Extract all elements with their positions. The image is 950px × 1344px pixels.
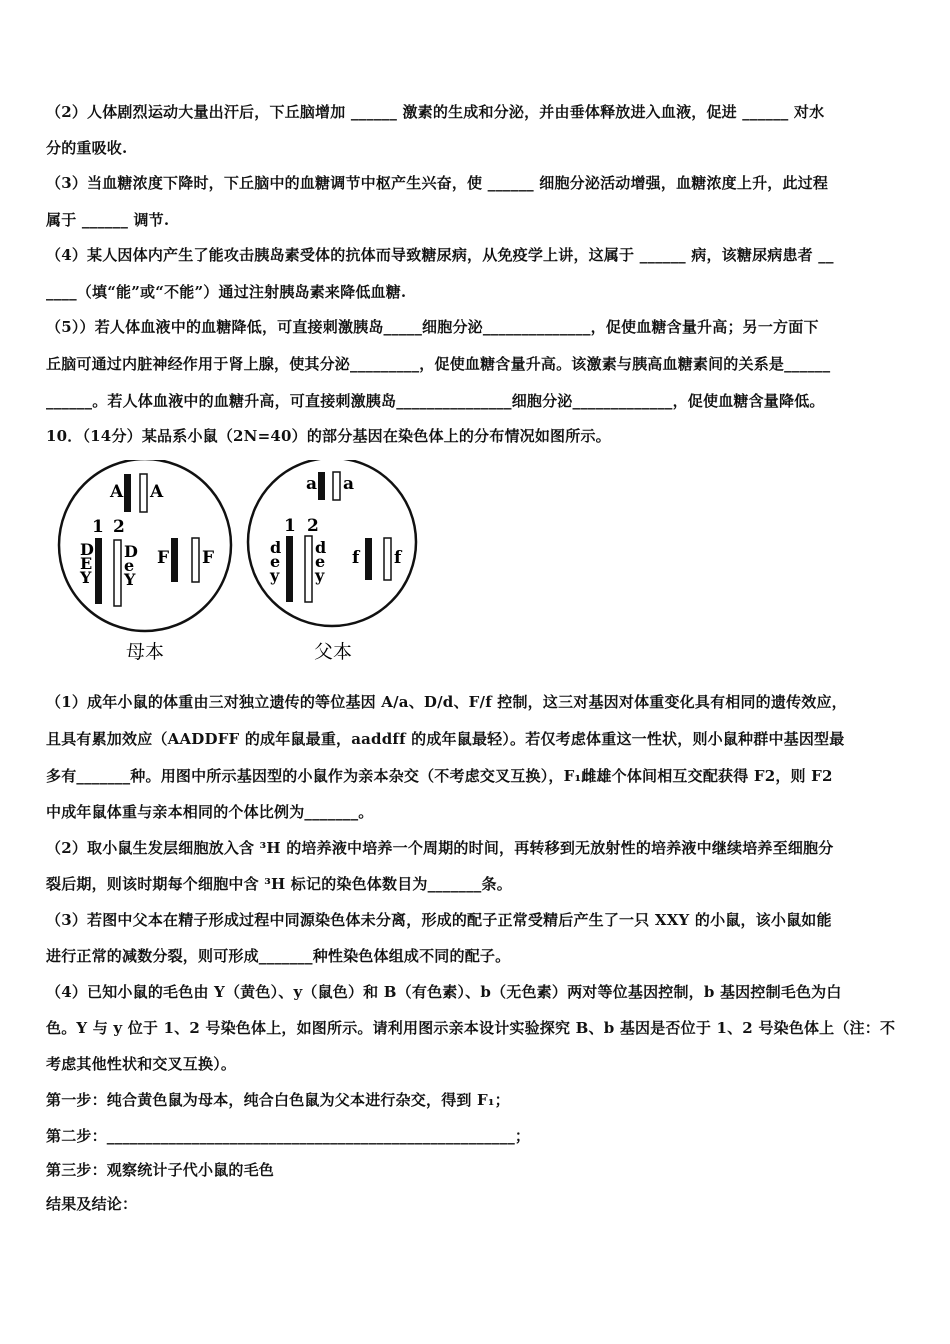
mother-gene-label: F bbox=[202, 548, 215, 568]
father-gene-label: d bbox=[315, 538, 327, 557]
q10-part1-line2: 且具有累加效应（AADDFF 的成年鼠最重，aaddff 的成年鼠最轻）。若仅考虑体重这一性状，则小鼠种群中基因型最 bbox=[46, 730, 845, 748]
father-gene-label: f bbox=[352, 548, 360, 568]
q9-part5-line2: 丘脑可通过内脏神经作用于肾上腺，使其分泌_________，促使血糖含量升高。该激素与胰高血糖素间的关系是______ bbox=[46, 355, 831, 373]
father-gene-label: a bbox=[306, 474, 318, 494]
mother-gene-label: E bbox=[80, 554, 93, 573]
father-gene-label: y bbox=[270, 566, 280, 585]
father-chromosome-right-right bbox=[384, 538, 391, 580]
q9-part3-line1: （3）当血糖浓度下降时，下丘脑中的血糖调节中枢产生兴奋，使 ______ 细胞分泌活动增强，血糖浓度上升，此过程 bbox=[46, 174, 829, 192]
mother-gene-label: D bbox=[80, 540, 94, 559]
step-one: 第一步：纯合黄色鼠为母本，纯合白色鼠为父本进行杂交，得到 F₁； bbox=[46, 1091, 510, 1109]
mother-gene-label: F bbox=[157, 548, 170, 568]
q10-part2-line2: 裂后期，则该时期每个细胞中含 ³H 标记的染色体数目为_______条。 bbox=[46, 875, 512, 893]
q9-part4-line2: ____（填“能”或“不能”）通过注射胰岛素来降低血糖. bbox=[46, 283, 407, 301]
father-label: 父本 bbox=[314, 641, 353, 663]
mother-chromosome-1 bbox=[95, 538, 102, 604]
mother-chromosome-top-left bbox=[124, 474, 131, 512]
q9-part2-line1: （2）人体剧烈运动大量出汗后，下丘脑增加 ______ 激素的生成和分泌，并由垂体释放进入血液，促进 ______ 对水 bbox=[46, 103, 825, 121]
father-gene-label: y bbox=[315, 566, 325, 585]
step-three: 第三步：观察统计子代小鼠的毛色 bbox=[46, 1161, 275, 1179]
q9-part5-line3: ______。若人体血液中的血糖升高，可直接刺激胰岛_______________细胞分泌_____________，促使血糖含量降低。 bbox=[46, 392, 825, 410]
chromosome-figure bbox=[50, 460, 430, 670]
results-conclusion: 结果及结论： bbox=[46, 1195, 138, 1213]
q10-part1-line4: 中成年鼠体重与亲本相同的个体比例为_______。 bbox=[46, 803, 374, 821]
q10-part2-line1: （2）取小鼠生发层细胞放入含 ³H 的培养液中培养一个周期的时间，再转移到无放射性的培养液中继续培养至细胞分 bbox=[46, 839, 834, 857]
q10-title: 10．（14分）某品系小鼠（2N=40）的部分基因在染色体上的分布情况如图所示。 bbox=[46, 427, 611, 445]
father-cell bbox=[248, 460, 416, 626]
father-gene-label: e bbox=[315, 552, 326, 571]
father-chromosome-top-left bbox=[318, 472, 325, 500]
mother-gene-label: Y bbox=[80, 568, 92, 587]
father-gene-label: e bbox=[270, 552, 281, 571]
mother-chromosome-right-right bbox=[192, 538, 199, 582]
mother-chromosome-number: 1 bbox=[92, 517, 104, 537]
q9-part5-line1: （5））若人体血液中的血糖降低，可直接刺激胰岛_____细胞分泌______________，促使血糖含量升高；另一方面下 bbox=[46, 318, 819, 336]
q10-part1-line1: （1）成年小鼠的体重由三对独立遗传的等位基因 A/a、D/d、F/f 控制，这三对基因对体重变化具有相同的遗传效应， bbox=[46, 693, 847, 711]
father-gene-label: a bbox=[343, 474, 355, 494]
q9-part2-line2: 分的重吸收. bbox=[46, 139, 128, 157]
q10-part4-line2: 色。Y 与 y 位于 1、2 号染色体上，如图所示。请利用图示亲本设计实验探究 B、b 基因是否位于 1、2 号染色体上（注：不 bbox=[46, 1019, 896, 1037]
father-chromosome-2 bbox=[305, 536, 312, 602]
mother-label: 母本 bbox=[126, 641, 165, 663]
mother-chromosome-2 bbox=[114, 540, 121, 606]
father-chromosome-number: 2 bbox=[307, 516, 319, 536]
father-gene-label: d bbox=[270, 538, 282, 557]
father-chromosome-number: 1 bbox=[284, 516, 296, 536]
q9-part3-line2: 属于 ______ 调节. bbox=[46, 211, 170, 229]
father-gene-label: f bbox=[394, 548, 402, 568]
q10-part4-line3: 考虑其他性状和交叉互换）。 bbox=[46, 1055, 237, 1073]
q9-part4-line1: （4）某人因体内产生了能攻击胰岛素受体的抗体而导致糖尿病，从免疫学上讲，这属于 ______ 病，该糖尿病患者 __ bbox=[46, 246, 834, 264]
father-chromosome-right-left bbox=[365, 538, 372, 580]
mother-cell bbox=[59, 460, 231, 631]
q10-part1-line3: 多有_______种。用图中所示基因型的小鼠作为亲本杂交（不考虑交叉互换），F₁雌雄个体间相互交配获得 F2，则 F2 bbox=[46, 767, 833, 785]
father-chromosome-1 bbox=[286, 536, 293, 602]
q10-part3-line2: 进行正常的减数分裂，则可形成_______种性染色体组成不同的配子。 bbox=[46, 947, 511, 965]
mother-gene-label: D bbox=[124, 542, 138, 561]
mother-gene-label: e bbox=[124, 556, 135, 575]
mother-gene-label: A bbox=[110, 482, 124, 502]
step-two: 第二步：_____________________________________________________； bbox=[46, 1127, 531, 1145]
mother-chromosome-top-right bbox=[140, 474, 147, 512]
q10-part4-line1: （4）已知小鼠的毛色由 Y（黄色）、y（鼠色）和 B（有色素）、b（无色素）两对等位基因控制，b 基因控制毛色为白 bbox=[46, 983, 842, 1001]
q10-part3-line1: （3）若图中父本在精子形成过程中同源染色体未分离，形成的配子正常受精后产生了一只 XXY 的小鼠，该小鼠如能 bbox=[46, 911, 832, 929]
mother-chromosome-number: 2 bbox=[113, 517, 125, 537]
mother-chromosome-right-left bbox=[171, 538, 178, 582]
mother-gene-label: Y bbox=[124, 570, 136, 589]
father-chromosome-top-right bbox=[333, 472, 340, 500]
mother-gene-label: A bbox=[150, 482, 164, 502]
